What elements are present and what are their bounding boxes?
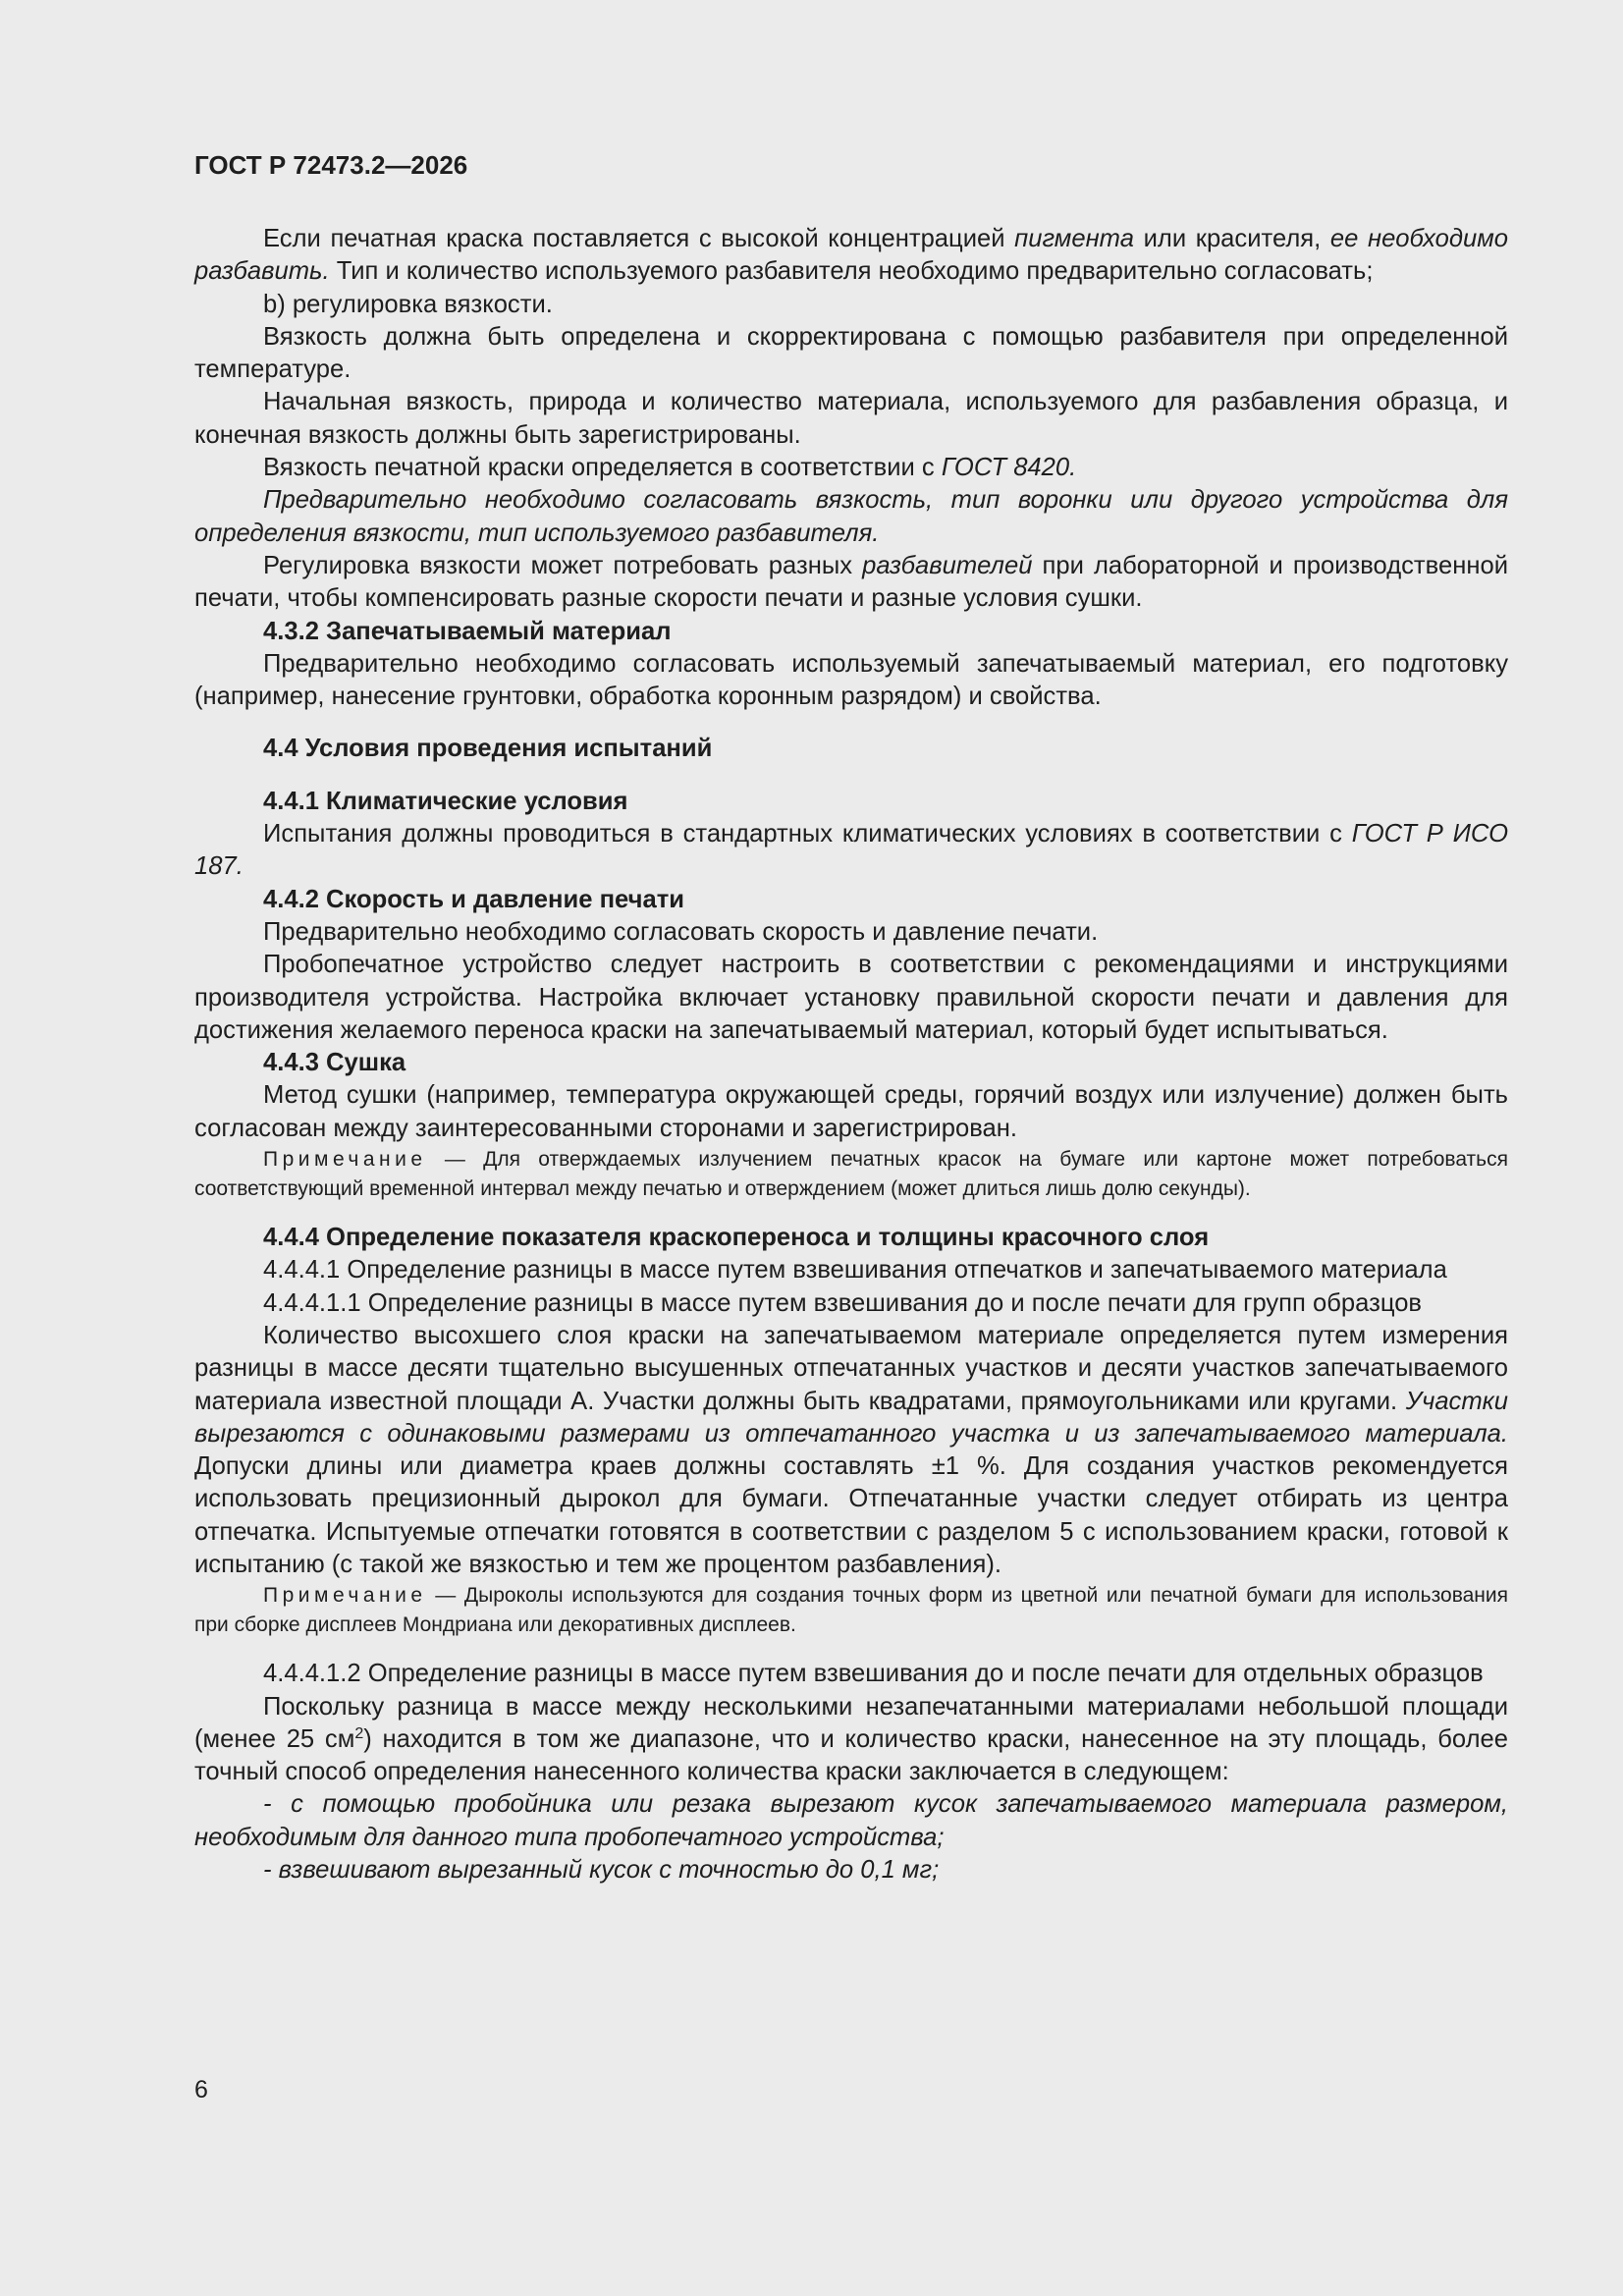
text-run: Если печатная краска поставляется с высокой концентрацией [263, 225, 1015, 252]
paragraph [194, 818, 1508, 884]
section-heading-4-3-2: 4.3.2 Запечатываемый материал [263, 617, 672, 645]
note-text: — Для отверждаемых излучением печатных красок на бумаге или картоне может потребоваться соответствующий временной интервал между печатью и отверждением (может длиться лишь долю секунды). [194, 1148, 1508, 1201]
list-item [194, 1854, 1508, 1886]
text-run: Количество высохшего слоя краски на запечатываемом материале определяется путем измерения разницы в массе десяти тщательно высушенных отпечатанных участков и десяти участков запечатываемого материала известной площади A. Участки должны быть квадратами, прямоугольниками или кругами. [194, 1321, 1508, 1415]
standard-reference: ГОСТ Р ИСО 187. [194, 820, 1509, 881]
paragraph: Вязкость должна быть определена и скорректирована с помощью разбавителя при определенной температуре. [194, 322, 1508, 384]
text-run: при лабораторной и производственной печати, чтобы компенсировать разные скорости печати и разные условия сушки. [194, 551, 1508, 613]
subsection-title: 4.4.4.1.2 Определение разницы в массе путем взвешивания до и после печати для отдельных образцов [263, 1660, 1484, 1688]
italic-text: - с помощью пробойника или резака вырезают кусок запечатываемого материала размером, необходимым для данного типа пробопечатного устройства; [194, 1790, 1508, 1851]
subsection-title: 4.4.4.1.1 Определение разницы в массе путем взвешивания до и после печати для групп образцов [263, 1288, 1423, 1317]
list-item: b) регулировка вязкости. [263, 290, 553, 318]
document-body [194, 223, 1508, 1886]
note-label: Примечание [263, 1148, 427, 1172]
italic-text: Участки вырезаются с одинаковыми размерами из отпечатанного участка и из запечатываемого материала. [194, 1387, 1508, 1448]
paragraph [194, 452, 1508, 484]
section-heading-4-4-3: 4.4.3 Сушка [263, 1049, 406, 1077]
paragraph [194, 1320, 1508, 1581]
italic-text: разбавителей [862, 551, 1033, 579]
document-page [194, 0, 1508, 2296]
italic-text: Предварительно необходимо согласовать вязкость, тип воронки или другого устройства для определения вязкости, тип используемого разбавителя. [194, 486, 1508, 547]
note-text: — Дыроколы используются для создания точных форм из цветной или печатной бумаги для использования при сборке дисплеев Мондриана или декоративных дисплеев. [194, 1584, 1508, 1637]
note [194, 1581, 1508, 1640]
text-run: Поскольку разница в массе между несколькими незапечатанными материалами небольшой площади (менее 25 см [194, 1692, 1508, 1753]
text-run: Допуски длины или диаметра краев должны составлять ±1 %. Для создания участков рекомендуется использовать прецизионный дырокол для бумаги. Отпечатанные участки следует отбирать из центра отпечатка. Испытуемые отпечатки готовятся в соответствии с разделом 5 с использованием краски, готовой к испытанию (с такой же вязкостью и тем же процентом разбавления). [194, 1452, 1508, 1578]
note-label: Примечание [263, 1584, 427, 1608]
note [194, 1145, 1508, 1204]
section-heading-4-4: 4.4 Условия проведения испытаний [263, 735, 713, 763]
text-run: Тип и количество используемого разбавителя необходимо предварительно согласовать; [329, 257, 1374, 286]
paragraph [194, 223, 1508, 289]
paragraph: Предварительно необходимо согласовать скорость и давление печати. [263, 917, 1099, 946]
text-run: Вязкость печатной краски определяется в соответствии с [263, 454, 942, 482]
paragraph [194, 550, 1508, 616]
section-heading-4-4-2: 4.4.2 Скорость и давление печати [263, 885, 684, 913]
list-item [194, 1788, 1508, 1854]
text-run: Регулировка вязкости может потребовать разных [263, 551, 863, 579]
superscript: 2 [354, 1724, 364, 1742]
paragraph [194, 1691, 1508, 1789]
text-run: Испытания должны проводиться в стандартных климатических условиях в соответствии с [263, 820, 1352, 848]
paragraph: Начальная вязкость, природа и количество материала, используемого для разбавления образца, и конечная вязкость должны быть зарегистрированы. [194, 388, 1508, 449]
text-run: ) находится в том же диапазоне, что и количество краски, нанесенное на эту площадь, более точный способ определения нанесенного количества краски заключается в следующем: [194, 1724, 1508, 1786]
subsection-title: 4.4.4.1 Определение разницы в массе путем взвешивания отпечатков и запечатываемого материала [263, 1256, 1447, 1285]
text-run: или красителя, [1133, 225, 1330, 252]
italic-text: ее необходимо разбавить. [194, 225, 1508, 286]
paragraph: Метод сушки (например, температура окружающей среды, горячий воздух или излучение) должен быть согласован между заинтересованными сторонами и зарегистрирован. [194, 1081, 1508, 1142]
section-heading-4-4-1: 4.4.1 Климатические условия [263, 787, 628, 815]
paragraph: Пробопечатное устройство следует настроить в соответствии с рекомендациями и инструкциями производителя устройства. Настройка включает установку правильной скорости печати и давления для достижения желаемого переноса краски на запечатываемый материал, который будет испытываться. [194, 951, 1508, 1044]
paragraph: Предварительно необходимо согласовать используемый запечатываемый материал, его подготовку (например, нанесение грунтовки, обработка коронным разрядом) и свойства. [194, 649, 1508, 711]
document-header: ГОСТ Р 72473.2—2026 [194, 150, 468, 180]
section-heading-4-4-4: 4.4.4 Определение показателя краскопереноса и толщины красочного слоя [263, 1224, 1210, 1252]
paragraph [194, 484, 1508, 550]
page-number: 6 [194, 2076, 208, 2104]
standard-reference: ГОСТ 8420. [941, 454, 1077, 482]
italic-text: - взвешивают вырезанный кусок с точностью до 0,1 мг; [263, 1856, 940, 1885]
italic-text: пигмента [1014, 225, 1134, 252]
